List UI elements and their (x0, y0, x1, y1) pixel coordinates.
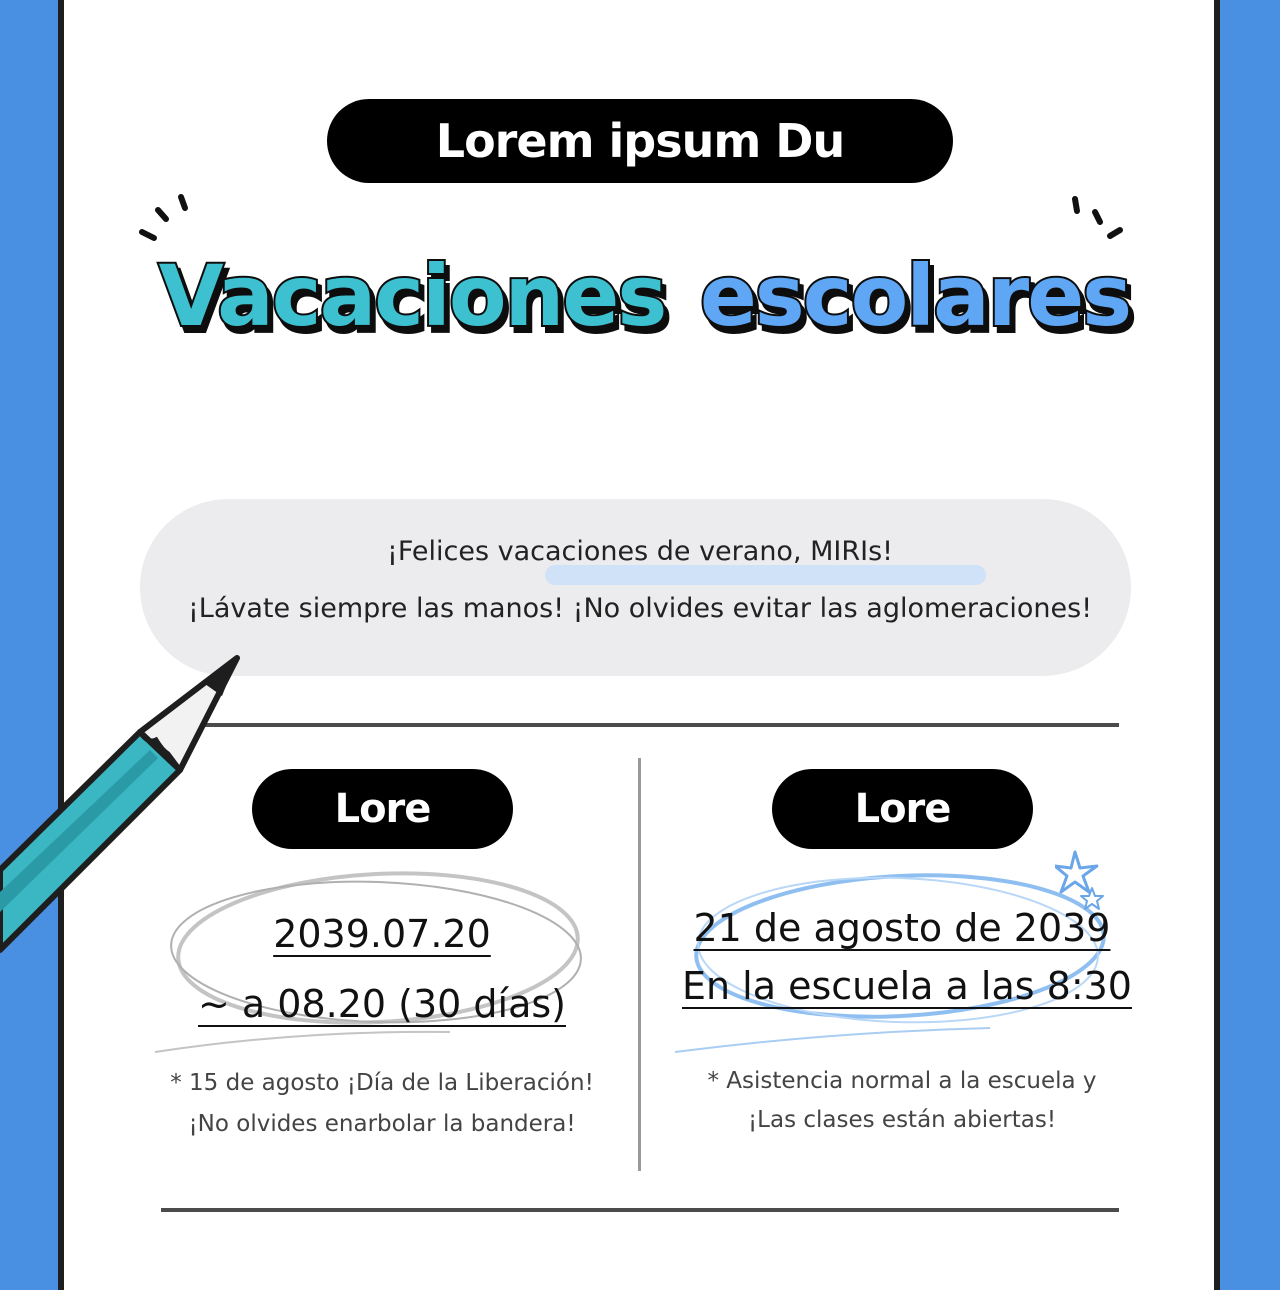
message-line-2: ¡Lávate siempre las manos! ¡No olvides evitar las aglomeraciones! (187, 593, 1093, 624)
left-column-label (252, 769, 513, 849)
highlight-marker (545, 565, 986, 585)
divider-bottom (161, 1208, 1119, 1212)
header-badge (327, 99, 953, 183)
title-word-vacaciones: Vacaciones (158, 247, 666, 345)
right-note-line-2: ¡Las clases están abiertas! (747, 1107, 1057, 1133)
message-line-1: ¡Felices vacaciones de verano, MIRIs! (387, 536, 893, 567)
message-box (140, 499, 1131, 676)
left-note-line-1: * 15 de agosto ¡Día de la Liberación! (170, 1070, 594, 1096)
right-scribble-ellipse (670, 860, 1132, 1060)
right-column-label-text: Lore (854, 786, 951, 832)
header-badge-text: Lorem ipsum Du (435, 114, 845, 168)
right-column-label (772, 769, 1033, 849)
left-column-label-text: Lore (334, 786, 431, 832)
divider-top (200, 723, 1119, 727)
left-date-line-2: ~ a 08.20 (30 días) (198, 982, 566, 1026)
right-date-line-2: En la escuela a las 8:30 (682, 964, 1132, 1008)
right-date-line-1: 21 de agosto de 2039 (693, 906, 1111, 950)
divider-vertical (638, 758, 641, 1171)
left-scribble-ellipse (150, 860, 600, 1060)
left-date-line-1: 2039.07.20 (273, 912, 491, 956)
main-title (100, 225, 1180, 350)
title-word-escolares: escolares (699, 247, 1131, 345)
left-note-line-2: ¡No olvides enarbolar la bandera! (188, 1111, 576, 1137)
right-note-line-1: * Asistencia normal a la escuela y (707, 1068, 1097, 1094)
